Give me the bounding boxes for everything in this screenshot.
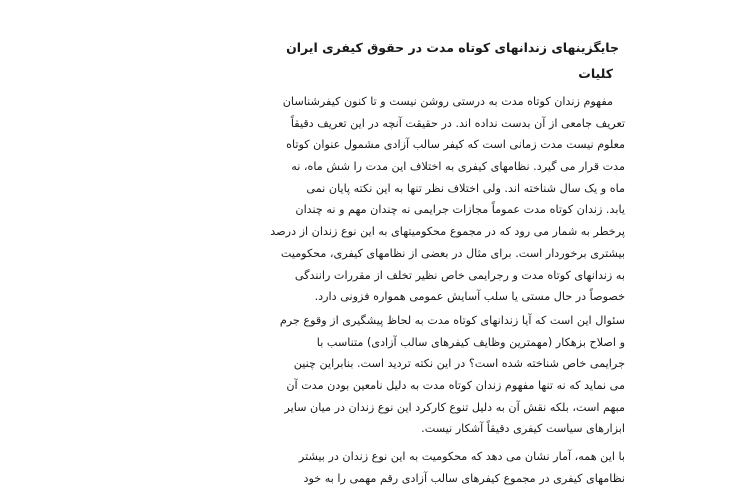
text-line: به زندانهای کوتاه مدت و رجرایمی خاص نظیر تخلف از مقررات رانندگی bbox=[294, 268, 625, 282]
text-line: پرخطر به شمار می رود که در مجموع محکومیتهای به این نوع زندان از درصد bbox=[270, 225, 625, 239]
text-line: می نماید که نه تنها مفهوم زندان کوتاه مدت به دلیل نامعین بودن مدت آن bbox=[286, 378, 625, 392]
paragraph-3 bbox=[125, 446, 625, 489]
text-line: خصوصاً در حال مستی یا سلب آسایش عمومی همواره فزونی دارد. bbox=[314, 290, 625, 304]
text-line: مبهم است، بلکه نقش آن به دلیل تنوع کارکرد این نوع زندان در میان سایر bbox=[284, 400, 625, 414]
text-line: و اصلاح بزهکار (مهمترین وظایف کیفرهای سالب آزادی) متناسب با bbox=[316, 335, 625, 349]
document-body bbox=[125, 38, 625, 489]
document-title: جایگزینهای زندانهای کوتاه مدت در حقوق کیفری ایران bbox=[286, 40, 619, 55]
text-line: یابد. زندان کوتاه مدت عموماً مجازات جرایمی نه چندان مهم و نه چندان bbox=[295, 203, 625, 217]
text-line: سئوال این است که آیا زندانهای کوتاه مدت به لحاظ پیشگیری از وقوع جرم bbox=[279, 313, 625, 327]
text-line: بیشتری برخوردار است. برای مثال در بعضی از نظامهای کیفری، محکومیت bbox=[280, 246, 625, 260]
text-line: معلوم نیست مدت زمانی است که کیفر سالب آزادی مشمول عنوان کوتاه bbox=[286, 138, 625, 152]
text-line: با این همه، آمار نشان می دهد که محکومیت به این نوع زندان در بیشتر bbox=[298, 450, 625, 463]
text-line: نظامهای کیفری در مجموع کیفرهای سالب آزادی رقم مهمی را به خود bbox=[303, 471, 625, 485]
paragraph-2 bbox=[125, 310, 625, 440]
text-line: مفهوم زندان کوتاه مدت به درستی روشن نیست و تا کنون کیفرشناسان bbox=[282, 95, 613, 108]
paragraph-1 bbox=[125, 91, 625, 308]
text-line: ماه و یک سال شناخته اند. ولی اختلاف نظر تنها به این نکته پایان نمی bbox=[306, 181, 625, 195]
text-line: جرایمی خاص شناخته شده است؟ در این نکته تردید است. بنابراین چنین bbox=[293, 357, 625, 371]
text-line: مدت قرار می گیرد. نظامهای کیفری به اختلاف این مدت را شش ماه، نه bbox=[291, 160, 625, 174]
text-line: ابزارهای سیاست کیفری دقیقاً آشکار نیست. bbox=[421, 422, 625, 436]
text-line: تعریف جامعی از آن بدست نداده اند. در حقیقت آنچه در این تعریف دقیقاً bbox=[290, 116, 625, 130]
section-heading: کلیات bbox=[578, 66, 613, 81]
